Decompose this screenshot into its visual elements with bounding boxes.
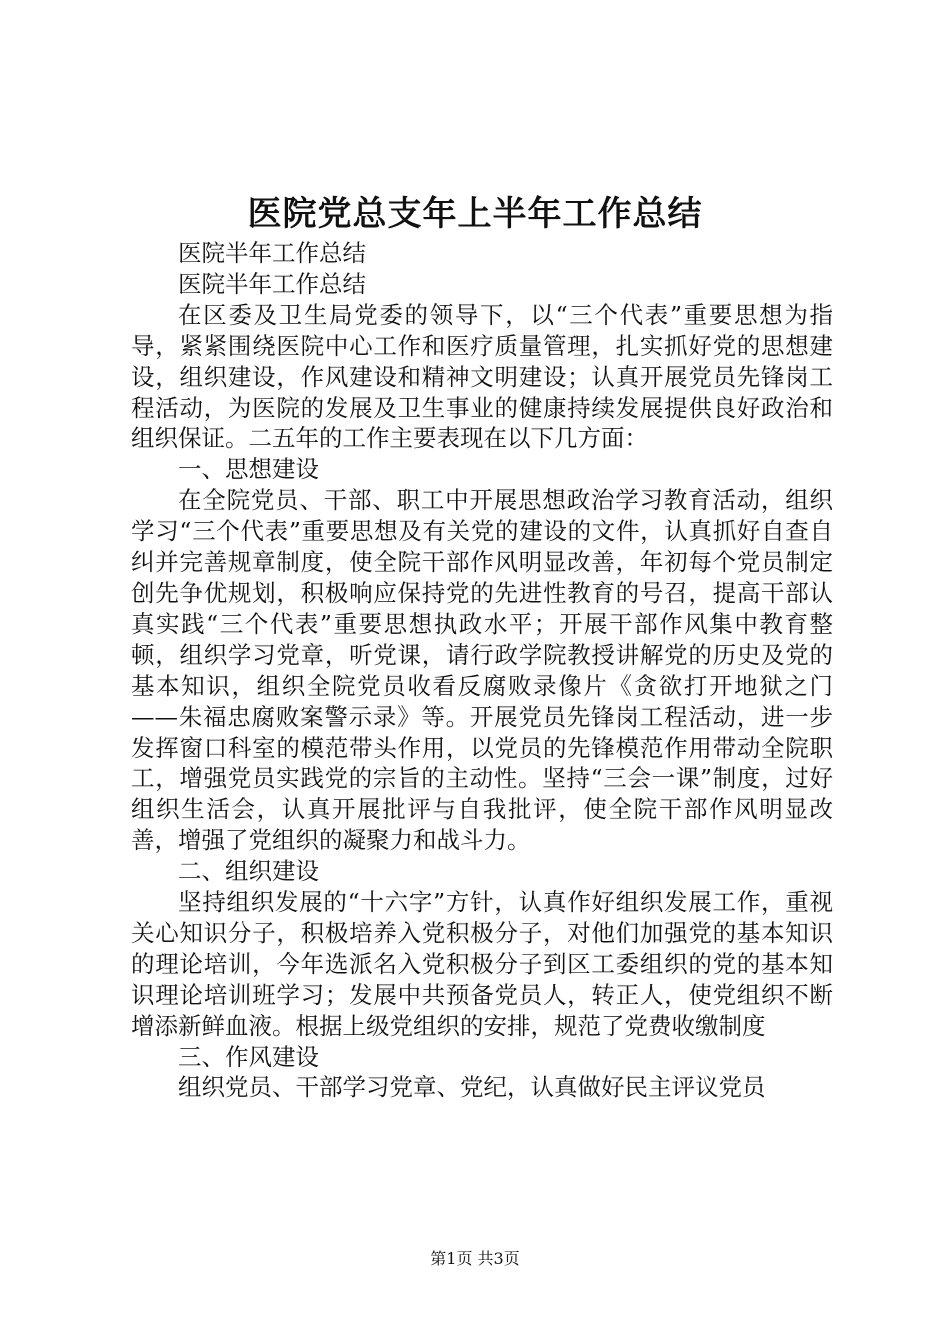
section-heading-organization: 二、组织建设: [178, 857, 319, 886]
intro-paragraph: 在区委及卫生局党委的领导下，以“三个代表”重要思想为指导，紧紧围绕医院中心工作和医疗质量管理，扎实抓好党的思想建设，组织建设，作风建设和精神文明建设；认真开展党员先锋岗工程活动，为医院的发展及卫生事业的健康持续发展提供良好政治和组织保证。二五年的工作主要表现在以下几方面：: [131, 300, 833, 453]
subtitle-line: 医院半年工作总结: [178, 269, 366, 298]
document-body: [131, 238, 833, 1103]
ideology-paragraph: 在全院党员、干部、职工中开展思想政治学习教育活动，组织学习“三个代表”重要思想及有关党的建设的文件，认真抓好自查自纠并完善规章制度，使全院干部作风明显改善，年初每个党员制定创先争优规划，积极响应保持党的先进性教育的号召，提高干部认真实践“三个代表”重要思想执政水平；开展干部作风集中教育整顿，组织学习党章，听党课，请行政学院教授讲解党的历史及党的基本知识，组织全院党员收看反腐败录像片《贪欲打开地狱之门——朱福忠腐败案警示录》等。开展党员先锋岗工程活动，进一步发挥窗口科室的模范带头作用，以党员的先锋模范作用带动全院职工，增强党员实践党的宗旨的主动性。坚持“三会一课”制度，过好组织生活会，认真开展批评与自我批评，使全院干部作风明显改善，增强了党组织的凝聚力和战斗力。: [131, 486, 833, 855]
page-footer: 第1页 共3页: [430, 1249, 520, 1268]
organization-paragraph: 坚持组织发展的“十六字”方针，认真作好组织发展工作，重视关心知识分子，积极培养入党积极分子，对他们加强党的基本知识的理论培训，今年选派名入党积极分子到区工委组织的党的基本知识理论培训班学习；发展中共预备党员人，转正人，使党组织不断增添新鲜血液。根据上级党组织的安排，规范了党费收缴制度: [131, 888, 833, 1040]
conduct-paragraph: 组织党员、干部学习党章、党纪，认真做好民主评议党员: [178, 1073, 766, 1102]
section-heading-ideology: 一、思想建设: [178, 455, 319, 484]
subtitle-line: 医院半年工作总结: [178, 239, 366, 267]
section-heading-conduct: 三、作风建设: [178, 1042, 319, 1071]
document-title: 医院党总支年上半年工作总结: [247, 194, 703, 234]
